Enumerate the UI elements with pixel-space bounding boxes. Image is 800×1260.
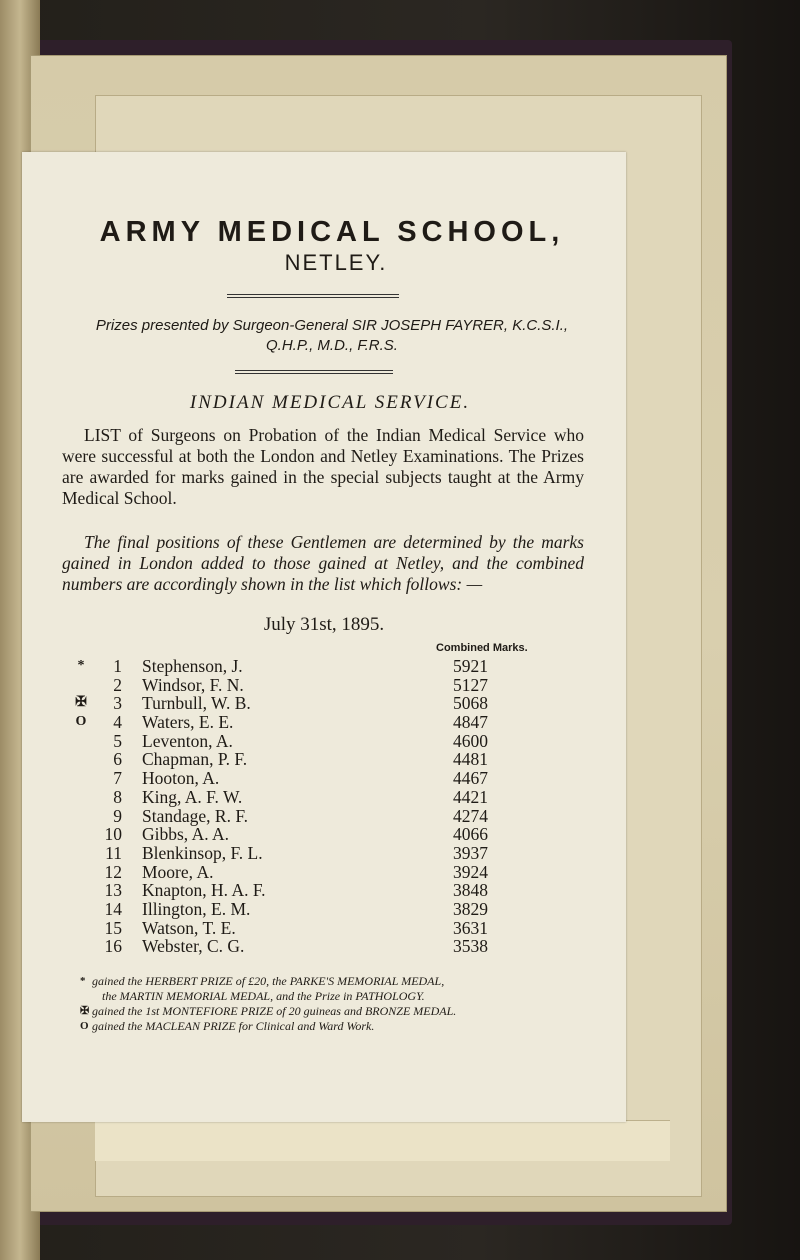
rank: 6: [113, 749, 122, 770]
combined-marks: 4847: [453, 712, 488, 733]
surgeon-name: Waters, E. E.: [142, 712, 234, 733]
surgeon-name: Illington, E. M.: [142, 898, 251, 919]
cross-symbol: ✠: [80, 1005, 90, 1017]
rank: 8: [113, 786, 122, 807]
list-item: [22, 900, 626, 919]
surgeon-name: Watson, T. E.: [142, 917, 236, 938]
footnote-herbert-prize: [80, 974, 600, 989]
list-item: [22, 937, 626, 956]
combined-marks: 4066: [453, 824, 488, 845]
footnotes: [80, 974, 600, 1034]
combined-marks: 3848: [453, 880, 488, 901]
list-item: [22, 788, 626, 807]
rank: 5: [113, 730, 122, 751]
combined-marks: 5068: [453, 693, 488, 714]
footnote-text: gained the MACLEAN PRIZE for Clinical and Ward Work.: [92, 1019, 375, 1033]
combined-marks: 4421: [453, 786, 488, 807]
intro-paragraph: LIST of Surgeons on Probation of the Indian Medical Service who were successful at both the London and Netley Examinations. The Prizes are awarded for marks gained in the special subjects taught at the Army Medical School.: [62, 425, 584, 508]
prizes-statement: [62, 316, 602, 356]
page-title: ARMY MEDICAL SCHOOL,: [99, 216, 565, 248]
rank: 7: [113, 768, 122, 789]
list-item: [22, 863, 626, 882]
surgeon-name: Chapman, P. F.: [142, 749, 248, 770]
surgeon-name: Hooton, A.: [142, 768, 220, 789]
combined-marks: 4274: [453, 805, 488, 826]
combined-marks: 3829: [453, 898, 488, 919]
footnote-text: gained the HERBERT PRIZE of £20, the PARKE'S MEMORIAL MEDAL,: [92, 974, 445, 988]
surgeon-name: Stephenson, J.: [142, 656, 243, 676]
combined-marks: 4481: [453, 749, 488, 770]
footnote-montefiore-prize: [80, 1004, 600, 1019]
footnote-text: gained the 1st MONTEFIORE PRIZE of 20 guineas and BRONZE MEDAL.: [92, 1004, 457, 1018]
rank: 10: [104, 824, 122, 845]
circle-symbol: O: [80, 1020, 89, 1032]
rank: 11: [105, 842, 122, 863]
surgeon-name: Blenkinsop, F. L.: [142, 842, 263, 863]
combined-marks: 5921: [453, 656, 488, 676]
surgeon-name: Gibbs, A. A.: [142, 824, 230, 845]
combined-marks: 3924: [453, 861, 488, 882]
rank: 15: [104, 917, 122, 938]
prize-symbol: O: [75, 714, 87, 730]
prize-symbol: ✠: [75, 695, 87, 711]
list-item: [22, 676, 626, 695]
rank: 4: [113, 712, 122, 733]
combined-marks-header: Combined Marks.: [436, 642, 528, 654]
prize-symbol: *: [77, 658, 85, 673]
rank: 12: [104, 861, 122, 882]
combined-marks: 4600: [453, 730, 488, 751]
surgeon-name: Standage, R. F.: [142, 805, 249, 826]
list-item: [22, 657, 626, 676]
leaf-edges: [95, 1120, 670, 1161]
page-subtitle: NETLEY.: [284, 250, 388, 275]
rank: 9: [113, 805, 122, 826]
list-item: [22, 694, 626, 713]
surgeon-name: Windsor, F. N.: [142, 674, 244, 695]
rank: 14: [104, 898, 122, 919]
asterisk-symbol: *: [80, 975, 86, 987]
prizes-line-2: Q.H.P., M.D., F.R.S.: [266, 337, 398, 354]
rank: 3: [113, 693, 122, 714]
list-item: [22, 881, 626, 900]
section-title: INDIAN MEDICAL SERVICE.: [189, 392, 471, 413]
rank: 1: [113, 656, 122, 676]
final-positions-paragraph: The final positions of these Gentlemen are determined by the marks gained in London added to those gained at Netley, and the combined numbers are accordingly shown in the list which follows: —: [62, 532, 584, 594]
prizes-line-1: Prizes presented by Surgeon-General SIR JOSEPH FAYRER, K.C.S.I.,: [95, 317, 569, 334]
list-item: [22, 732, 626, 751]
surgeon-name: Turnbull, W. B.: [142, 693, 251, 714]
list-item: [22, 825, 626, 844]
list-item: [22, 807, 626, 826]
double-rule-top: [227, 294, 399, 298]
list-item: [22, 844, 626, 863]
combined-marks: 3937: [453, 842, 488, 863]
surgeon-name: Leventon, A.: [142, 730, 233, 751]
combined-marks: 5127: [453, 674, 488, 695]
surgeon-name: Webster, C. G.: [142, 936, 245, 957]
footnote-maclean-prize: [80, 1019, 600, 1034]
list-item: [22, 713, 626, 732]
combined-marks: 3631: [453, 917, 488, 938]
surgeon-name: King, A. F. W.: [142, 786, 243, 807]
combined-marks: 3538: [453, 936, 488, 957]
rank: 2: [113, 674, 122, 695]
double-rule-bottom: [235, 370, 393, 374]
surgeon-name: Knapton, H. A. F.: [142, 880, 266, 901]
results-list: [22, 657, 626, 956]
combined-marks: 4467: [453, 768, 488, 789]
document-page: [22, 152, 626, 1122]
list-date: July 31st, 1895.: [263, 614, 385, 635]
list-item: [22, 919, 626, 938]
surgeon-name: Moore, A.: [142, 861, 214, 882]
rank: 13: [104, 880, 122, 901]
footnote-continuation: the MARTIN MEMORIAL MEDAL, and the Prize in PATHOLOGY.: [102, 989, 425, 1003]
list-item: [22, 750, 626, 769]
list-item: [22, 769, 626, 788]
rank: 16: [104, 936, 122, 957]
